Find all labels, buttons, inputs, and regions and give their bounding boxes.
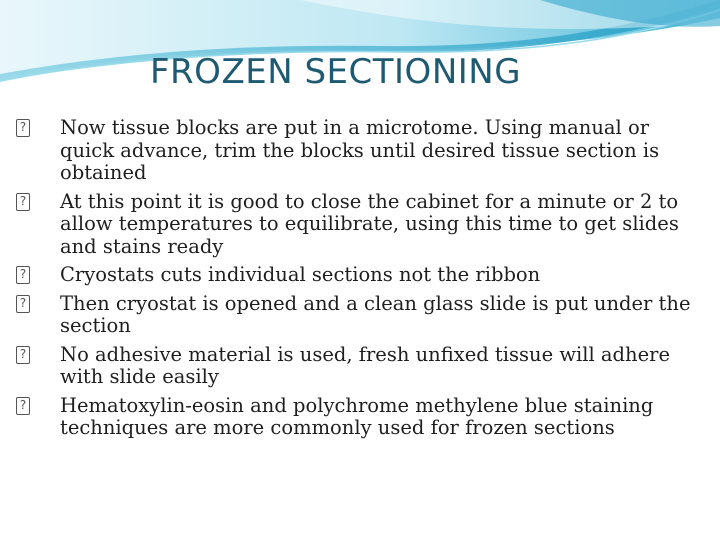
bullet-text: Now tissue blocks are put in a microtome. Using manual or quick advance, trim the blocks until desired tissue section is obtained [60,116,660,184]
bullet-marker-icon: ? [16,295,30,313]
bullet-text: Cryostats cuts individual sections not the ribbon [60,263,541,286]
slide-title: FROZEN SECTIONING [150,52,522,92]
bullet-text: Hematoxylin-eosin and polychrome methylene blue staining techniques are more commonly used for frozen sections [60,393,654,439]
bullet-item [16,344,706,389]
bullet-text: At this point it is good to close the cabinet for a minute or 2 to allow temperatures to equilibrate, using this time to get slides and stains ready [60,189,679,258]
bullet-item [16,191,706,259]
bullet-marker-icon: ? [16,397,30,415]
bullet-item [16,293,706,338]
bullet-item [16,264,706,287]
bullet-marker-icon: ? [16,266,30,284]
bullet-list [16,117,706,446]
bullet-text: No adhesive material is used, fresh unfixed tissue will adhere with slide easily [60,342,670,388]
bullet-text: Then cryostat is opened and a clean glass slide is put under the section [60,291,691,337]
bullet-marker-icon: ? [16,346,30,364]
bullet-marker-icon: ? [16,119,30,137]
bullet-marker-icon: ? [16,193,30,211]
bullet-item [16,117,706,185]
bullet-item [16,395,706,440]
